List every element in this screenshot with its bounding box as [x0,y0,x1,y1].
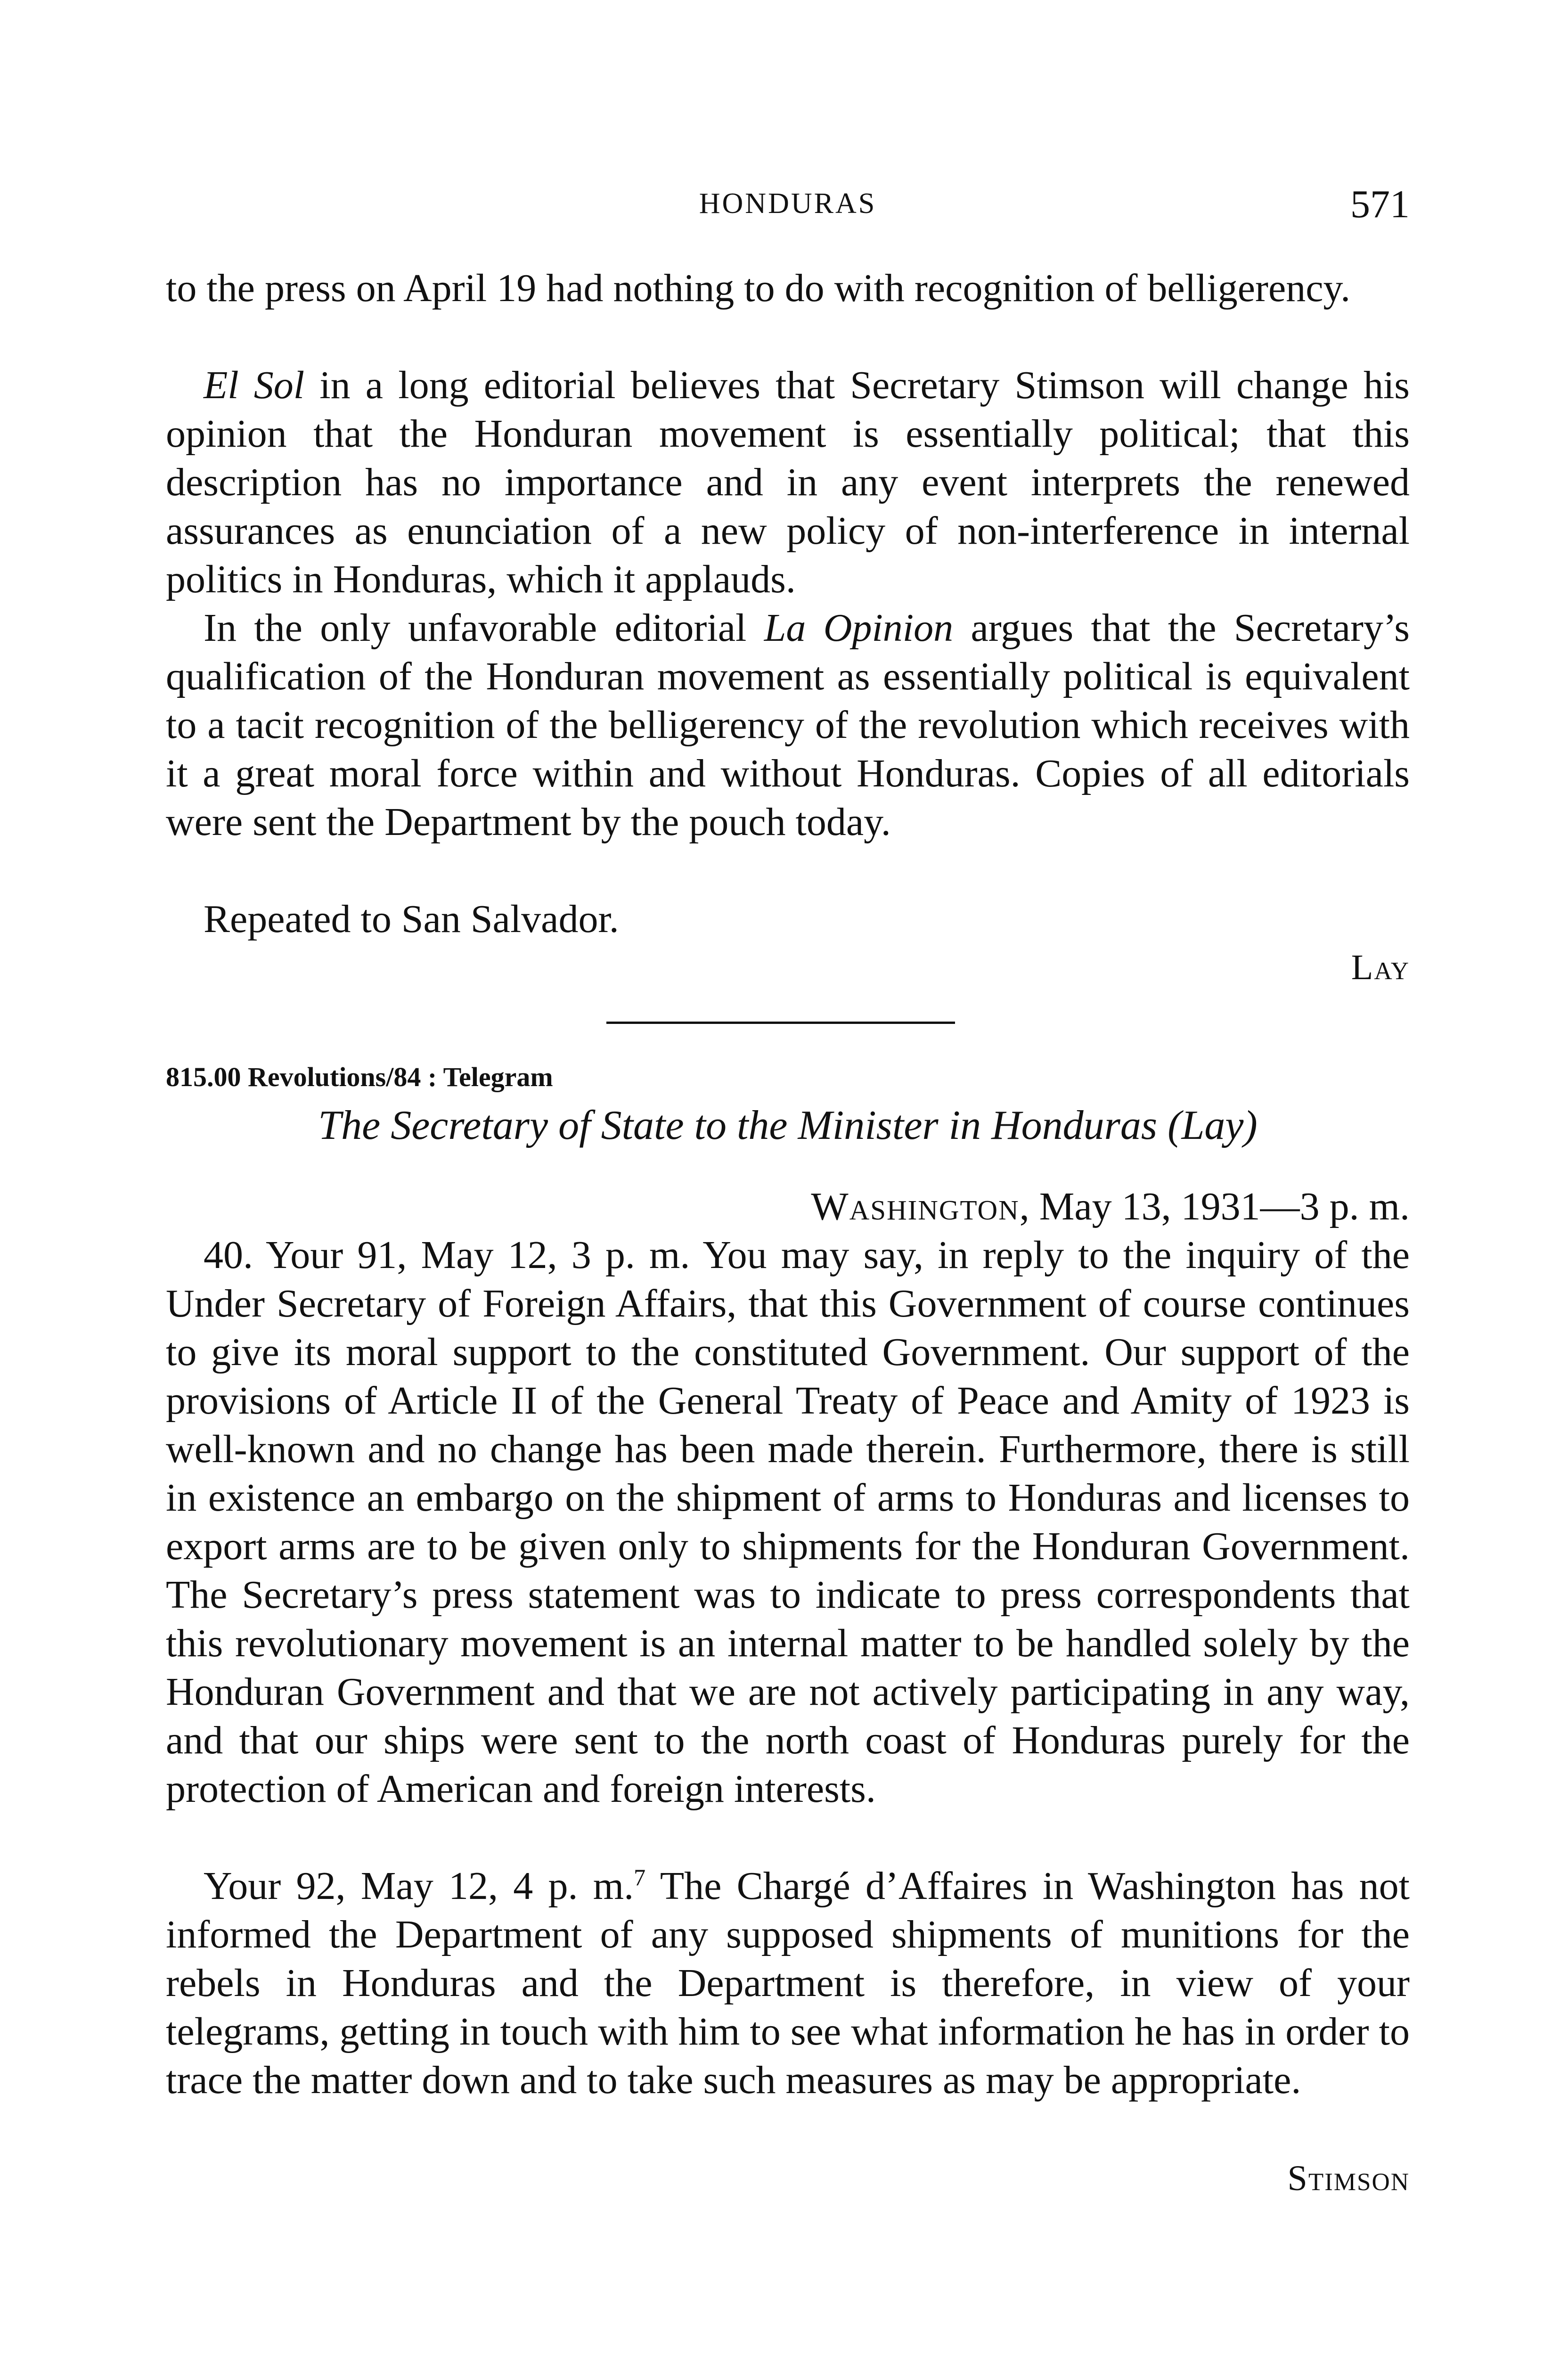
signature-lay: Lay [1351,948,1410,987]
section-divider [606,1022,955,1024]
paragraph-el-sol [166,361,1410,604]
dateline-date: , May 13, 1931—3 p. m. [1019,1185,1410,1228]
document-page [166,0,1410,2356]
paragraph-telegram-40: 40. Your 91, May 12, 3 p. m. You may say, in reply to the inquiry of the Under Secretary of Foreign Affairs, that this Government of course continues to give its moral support to the constituted Government. Our support of the provisions of Article II of the General Treaty of Peace and Amity of 1923 is well-known and no change has been made therein. Furthermore, there is still in existence an embargo on the shipment of arms to Honduras and licenses to export arms are to be given only to shipments for the Honduran Government. The Secretary’s press statement was to indicate to press correspondents that this revolutionary movement is an internal matter to be handled solely by the Honduran Government and that we are not actively participating in any way, and that our ships were sent to the north coast of Honduras purely for the protection of American and foreign interests. [166,1233,1410,1811]
paragraph-text: In the only unfavorable editorial [204,606,764,650]
running-title: HONDURAS [699,188,877,220]
signature-stimson: Stimson [1287,2159,1410,2198]
running-head [166,181,1410,233]
paragraph-text: Your 92, May 12, 4 p. m. [204,1864,634,1908]
paragraph-la-opinion [166,604,1410,846]
paragraph-continuation: to the press on April 19 had nothing to do with recognition of belligerency. [166,266,1351,310]
dateline [811,1184,1410,1229]
file-reference: 815.00 Revolutions/84 : Telegram [166,1062,553,1092]
paragraph-repeated: Repeated to San Salvador. [204,897,619,941]
paragraph-text: The Chargé d’Affaires in Washington has not informed the Department of any supposed shipments of munitions for the rebels in Honduras and the Department is therefore, in view of your telegrams, getting in touch with him to see what information he has in order to trace the matter down and to take such measures as may be appropriate. [166,1864,1410,2102]
footnote-reference: 7 [634,1864,646,1890]
dateline-place: Washington [811,1185,1020,1228]
page-number: 571 [1350,182,1410,226]
newspaper-name: El Sol [204,363,305,407]
newspaper-name: La Opinion [764,606,954,650]
paragraph-your-92 [166,1862,1410,2104]
paragraph-text: argues that the Secretary’s qualification of the Honduran movement as essentially political is equivalent to a tacit recognition of the belligerency of the revolution which receives with it a great moral force within and without Honduras. Copies of all editorials were sent the Department by the pouch today. [166,606,1410,844]
paragraph-text: in a long editorial believes that Secretary Stimson will change his opinion that the Honduran movement is essentially political; that this description has no importance and in any event interprets the renewed assurances as enunciation of a new policy of non-interference in internal politics in Honduras, which it applauds. [166,363,1410,601]
document-heading: The Secretary of State to the Minister in Honduras (Lay) [318,1103,1258,1148]
